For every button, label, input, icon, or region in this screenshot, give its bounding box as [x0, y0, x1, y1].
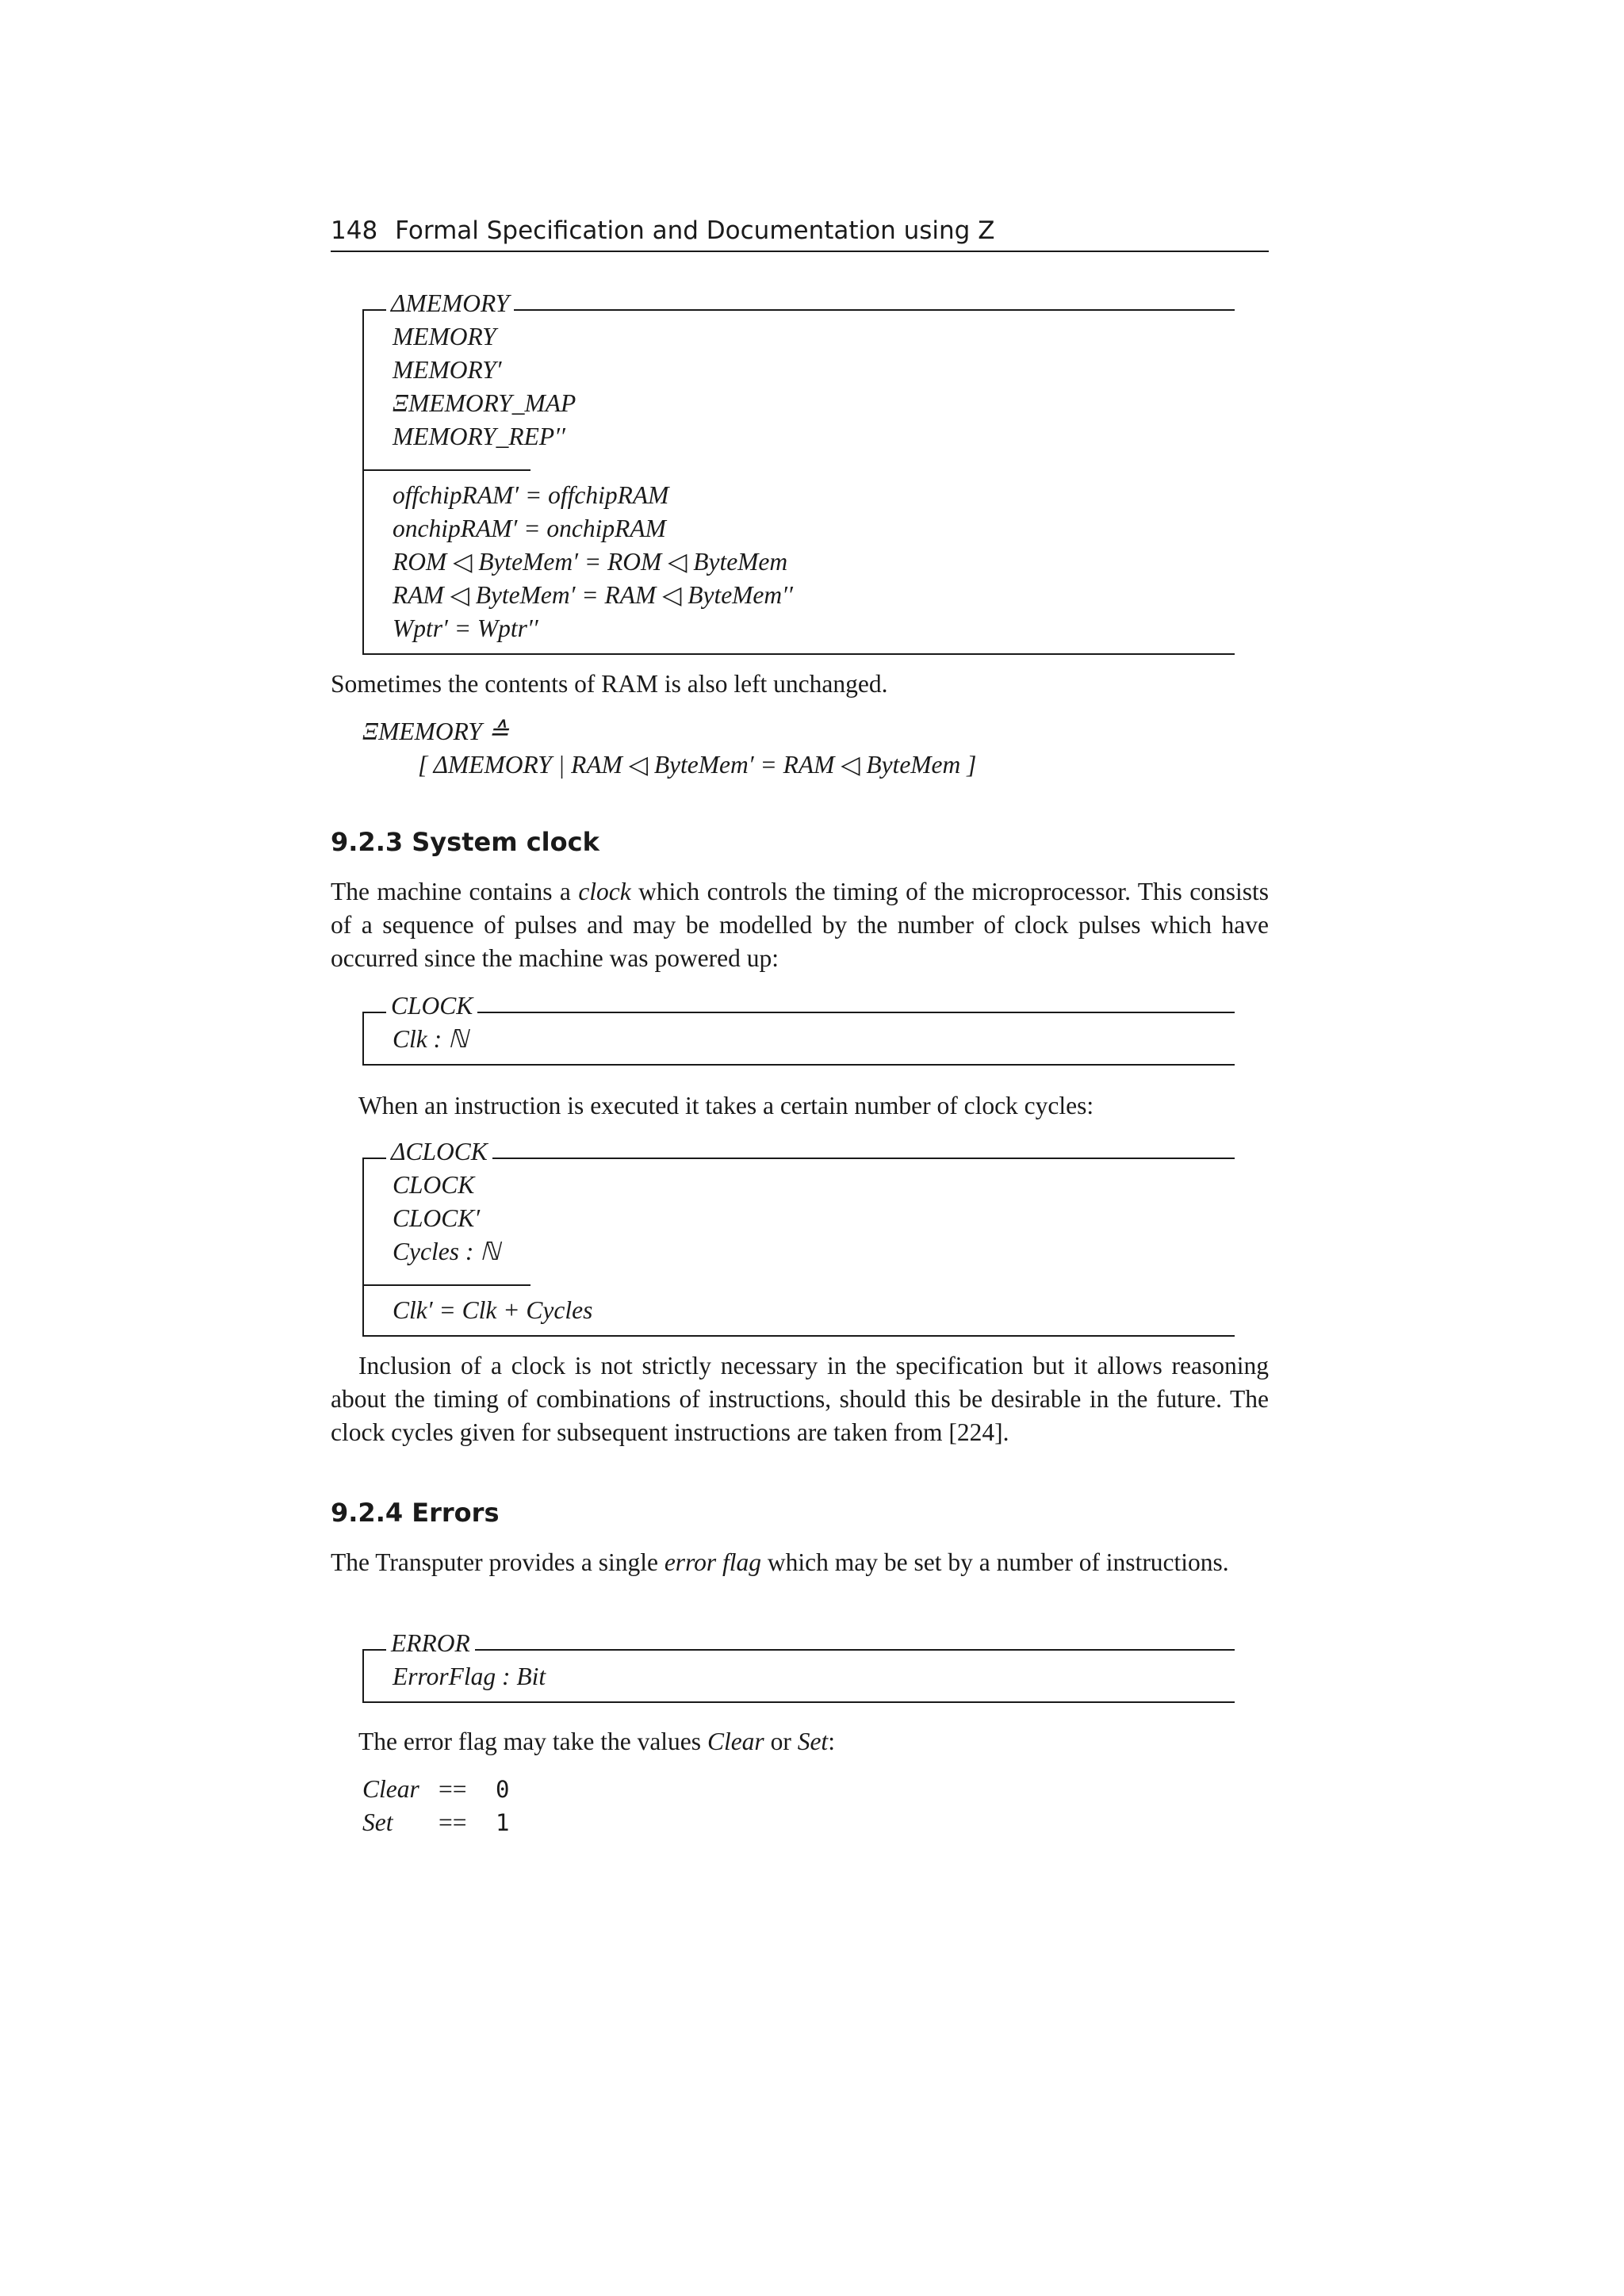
schema-error [362, 1627, 1235, 1703]
paragraph: When an instruction is executed it takes a certain number of clock cycles: [358, 1092, 1094, 1119]
schema-name: CLOCK [391, 989, 477, 1023]
schema-predicate: Wptr′ = Wptr′′ [393, 614, 538, 642]
page-number: 148 [331, 216, 378, 245]
schema-predicate: ROM ◁ ByteMem′ = ROM ◁ ByteMem [393, 548, 788, 576]
schema-predicate: RAM ◁ ByteMem′ = RAM ◁ ByteMem′′ [393, 581, 793, 609]
abbreviation-row: Clear == 0 [362, 1775, 510, 1803]
schema-declaration: MEMORY [393, 323, 496, 350]
schema-declaration: ΞMEMORY_MAP [393, 389, 576, 417]
schema-name: ΔCLOCK [391, 1135, 492, 1169]
schema-predicate: Clk′ = Clk + Cycles [393, 1296, 593, 1324]
schema-declaration: MEMORY_REP′′ [393, 423, 565, 450]
schema-delta-clock [362, 1135, 1235, 1337]
schema-divider [364, 469, 530, 471]
schema-name: ΔMEMORY [391, 287, 514, 320]
schema-predicate: offchipRAM′ = offchipRAM [393, 481, 669, 509]
section-heading: 9.2.3 System clock [331, 827, 599, 857]
schema-delta-memory [362, 287, 1235, 655]
abbreviation-row: Set == 1 [362, 1808, 510, 1836]
schema-declaration: CLOCK′ [393, 1204, 481, 1232]
paragraph: The machine contains a clock which controls the timing of the microprocessor. This consists of a sequence of pulses and may be modelled by the number of clock pulses which have occurred since the machine was powered up: [331, 878, 1269, 972]
abbreviation-definitions [362, 1773, 509, 1839]
paragraph: The error flag may take the values Clear or Set: [358, 1728, 835, 1755]
running-title: Formal Specification and Documentation using Z [395, 216, 995, 245]
running-header [331, 212, 1269, 252]
schema-declaration: ErrorFlag : Bit [393, 1663, 546, 1690]
schema-clock [362, 989, 1235, 1066]
schema-declaration: CLOCK [393, 1171, 475, 1199]
schema-divider [364, 1284, 530, 1286]
schema-predicate: onchipRAM′ = onchipRAM [393, 515, 666, 542]
paragraph: The Transputer provides a single error flag which may be set by a number of instructions. [331, 1548, 1229, 1576]
schema-declaration: MEMORY′ [393, 356, 502, 384]
paragraph: Inclusion of a clock is not strictly necessary in the specification but it allows reasoning about the timing of combinations of instructions, should this be desirable in the future. The clock cycles given for subsequent instructions are taken from [224]. [331, 1352, 1269, 1446]
definition-rhs: [ ΔMEMORY | RAM ◁ ByteMem′ = RAM ◁ ByteMem ] [418, 751, 977, 779]
paragraph: Sometimes the contents of RAM is also left unchanged. [331, 670, 888, 698]
section-heading: 9.2.4 Errors [331, 1498, 500, 1528]
schema-name: ERROR [391, 1627, 475, 1660]
definition-lhs: ΞMEMORY ≙ [362, 718, 510, 745]
schema-declaration: Clk : ℕ [393, 1025, 469, 1053]
schema-declaration: Cycles : ℕ [393, 1238, 500, 1265]
